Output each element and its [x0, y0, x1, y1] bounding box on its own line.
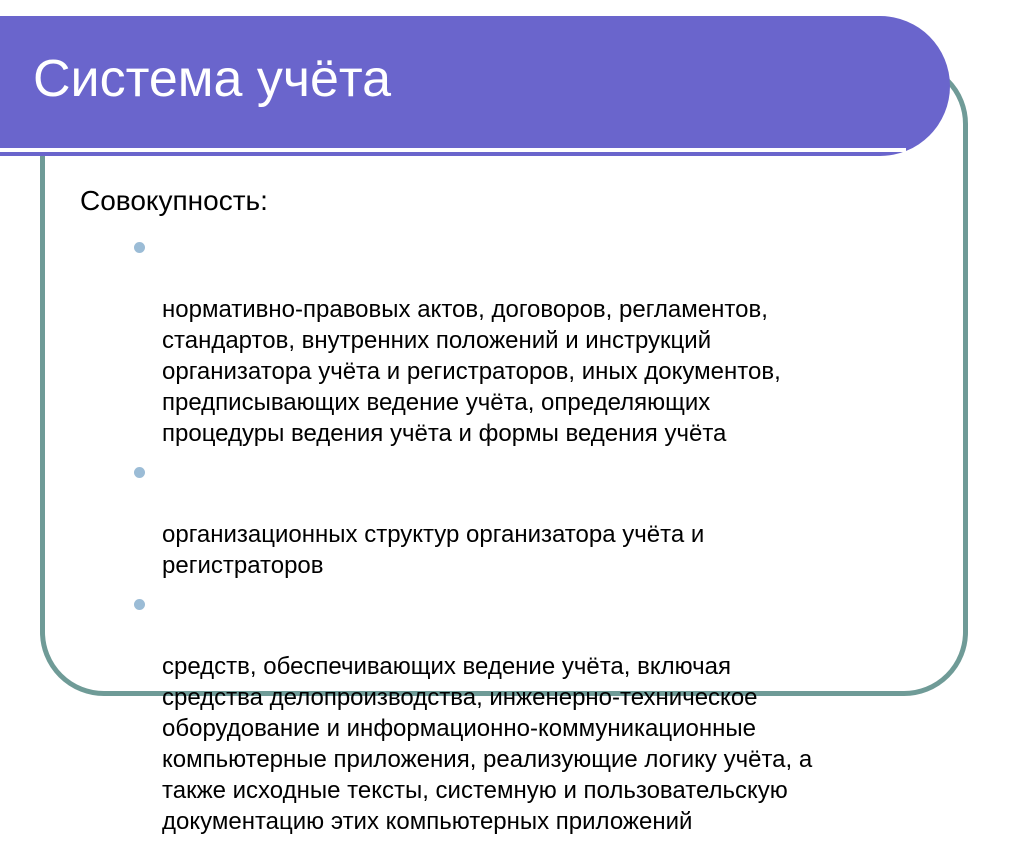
bullet-list — [80, 232, 960, 837]
bullet-item — [162, 457, 960, 581]
bullet-dot-icon — [134, 467, 145, 478]
bullet-item — [162, 232, 960, 449]
bullet-text: организационных структур организатора учёта и регистраторов — [162, 521, 705, 579]
bullet-text: нормативно-правовых актов, договоров, регламентов, стандартов, внутренних положений и инструкций организатора учёта и регистраторов, иных документов, предписывающих ведение учёта, определяющих процедуры ведения учёта и формы ведения учёта — [162, 296, 781, 447]
lead-text: Совокупность: — [80, 185, 268, 216]
slide-title: Система учёта — [33, 50, 392, 108]
bullet-item — [162, 589, 960, 837]
bullet-dot-icon — [134, 242, 145, 253]
bullet-text: средств, обеспечивающих ведение учёта, включая средства делопроизводства, инженерно-техническое оборудование и информационно-коммуникационные компьютерные приложения, реализующие логику учёта, а также исходные тексты, системную и пользовательскую документацию этих компьютерных приложений — [162, 653, 813, 835]
slide-content — [80, 184, 960, 845]
bullet-dot-icon — [134, 599, 145, 610]
title-underline — [0, 148, 906, 152]
